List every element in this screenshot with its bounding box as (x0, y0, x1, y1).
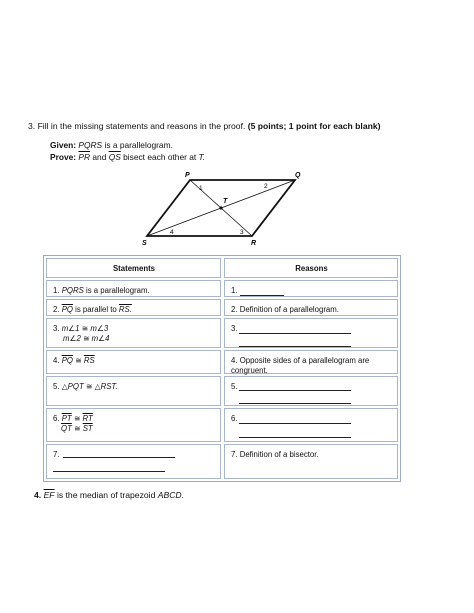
statement-6-segment-rt: $\overline{RT}$ (82, 414, 93, 423)
statement-7-blank-1[interactable] (63, 457, 175, 458)
statement-row-5 (46, 376, 221, 406)
reason-7-num: 7. (231, 450, 238, 459)
prove-segment-qs: $\overline{QS}$ (108, 152, 121, 162)
statement-4-num: 4. (53, 356, 60, 365)
question-4-number: 4. (34, 490, 42, 500)
statement-4-segment-pq: $\overline{PQ}$ (61, 356, 73, 365)
angle-2-label: 2 (264, 183, 268, 190)
reason-2-num: 2. (231, 305, 238, 314)
statement-1-text: is a parallelogram. (85, 286, 150, 295)
reason-4-num: 4. (231, 356, 238, 365)
statement-6-num: 6. (53, 414, 60, 423)
vertex-q-label: Q (295, 172, 301, 179)
reason-row-4 (224, 350, 398, 374)
intersection-point-t (219, 206, 222, 209)
question-4-text: is the median of trapezoid (56, 490, 156, 500)
statement-3-line-2: m∠2 ≅ m∠4 (63, 334, 110, 343)
question-4-prompt (34, 490, 184, 500)
question-points: (5 points; 1 point for each blank) (247, 121, 381, 131)
angle-4-label: 4 (170, 229, 174, 236)
statement-7-blank-2[interactable] (53, 471, 165, 472)
statement-7-num: 7. (53, 450, 60, 459)
statement-6-segment-qt: $\overline{QT}$ (61, 424, 72, 433)
proof-table (43, 255, 401, 482)
statement-4-segment-rs: $\overline{RS}$ (83, 356, 95, 365)
reason-6-num: 6. (231, 414, 238, 423)
reason-3-num: 3. (231, 324, 238, 333)
statement-2-segment-pq: $\overline{PQ}$ (61, 305, 73, 314)
reason-row-1 (224, 280, 398, 297)
reason-3-blank-2[interactable] (239, 346, 351, 347)
prove-segment-pr: $\overline{PR}$ (78, 152, 91, 162)
reason-5-num: 5. (231, 382, 238, 391)
statement-6-segment-pt: $\overline{PT}$ (61, 414, 72, 423)
statement-2-segment-rs: RS. (118, 305, 132, 314)
statement-2-num: 2. (53, 305, 60, 314)
reasons-header: Reasons (224, 258, 398, 278)
prove-point: T. (198, 152, 206, 162)
statement-3-line-1: m∠1 ≅ m∠3 (61, 324, 109, 333)
reason-6-blank-1[interactable] (239, 423, 351, 424)
statement-row-7 (46, 444, 221, 479)
statement-row-2 (46, 299, 221, 316)
statement-5-triangle-pqt: △PQT (61, 382, 84, 391)
reason-1-blank[interactable] (240, 287, 284, 296)
reason-7-text: Definition of a bisector. (239, 450, 319, 459)
statement-row-1 (46, 280, 221, 297)
question-3-prompt (28, 121, 380, 131)
reason-row-2 (224, 299, 398, 316)
reason-5-blank-1[interactable] (239, 390, 351, 391)
statement-2-text: is parallel to (75, 305, 117, 314)
reason-6-blank-2[interactable] (239, 437, 351, 438)
angle-1-label: 1 (199, 185, 203, 192)
statements-header: Statements (46, 258, 221, 278)
reason-4-text-line-1: Opposite sides of a parallelogram are (239, 356, 370, 365)
statement-row-4 (46, 350, 221, 374)
reason-row-7 (224, 444, 398, 479)
vertex-p-label: P (185, 172, 190, 179)
reason-5-blank-2[interactable] (239, 403, 351, 404)
angle-3-label: 3 (240, 229, 244, 236)
question-number: 3. (28, 121, 36, 131)
statement-1-figure: PQRS (61, 286, 84, 295)
point-t-label: T (223, 198, 228, 205)
reason-4-text-line-2: congruent. (231, 366, 268, 375)
statement-row-6 (46, 408, 221, 442)
given-line (50, 140, 173, 150)
prove-and: and (92, 152, 107, 162)
statement-1-num: 1. (53, 286, 60, 295)
given-label: Given: (50, 140, 77, 150)
statement-5-num: 5. (53, 382, 60, 391)
question-4-segment-ef: $\overline{EF}$ (43, 490, 55, 500)
question-instruction: Fill in the missing statements and reasons in the proof. (37, 121, 246, 131)
given-figure: PQRS (78, 140, 103, 150)
reason-2-text: Definition of a parallelogram. (239, 305, 339, 314)
statement-row-3 (46, 318, 221, 348)
statement-6-segment-st: $\overline{ST}$ (82, 424, 93, 433)
vertex-s-label: S (142, 240, 147, 247)
statement-5-congruent: ≅ (85, 382, 93, 391)
prove-line (50, 152, 205, 162)
statement-4-congruent: ≅ (75, 356, 82, 365)
given-text: is a parallelogram. (104, 140, 173, 150)
reason-1-num: 1. (231, 286, 238, 295)
reason-3-blank-1[interactable] (239, 333, 351, 334)
statement-6-congruent-1: ≅ (73, 414, 81, 423)
reason-row-5 (224, 376, 398, 406)
statement-6-congruent-2: ≅ (74, 424, 81, 433)
reason-row-6 (224, 408, 398, 442)
reason-row-3 (224, 318, 398, 348)
statement-5-triangle-rst: △RST. (94, 382, 118, 391)
question-4-trapezoid: ABCD. (157, 490, 185, 500)
prove-text: bisect each other at (123, 152, 197, 162)
vertex-r-label: R (251, 240, 257, 247)
statement-3-num: 3. (53, 324, 60, 333)
prove-label: Prove: (50, 152, 77, 162)
parallelogram-diagram (130, 168, 310, 248)
